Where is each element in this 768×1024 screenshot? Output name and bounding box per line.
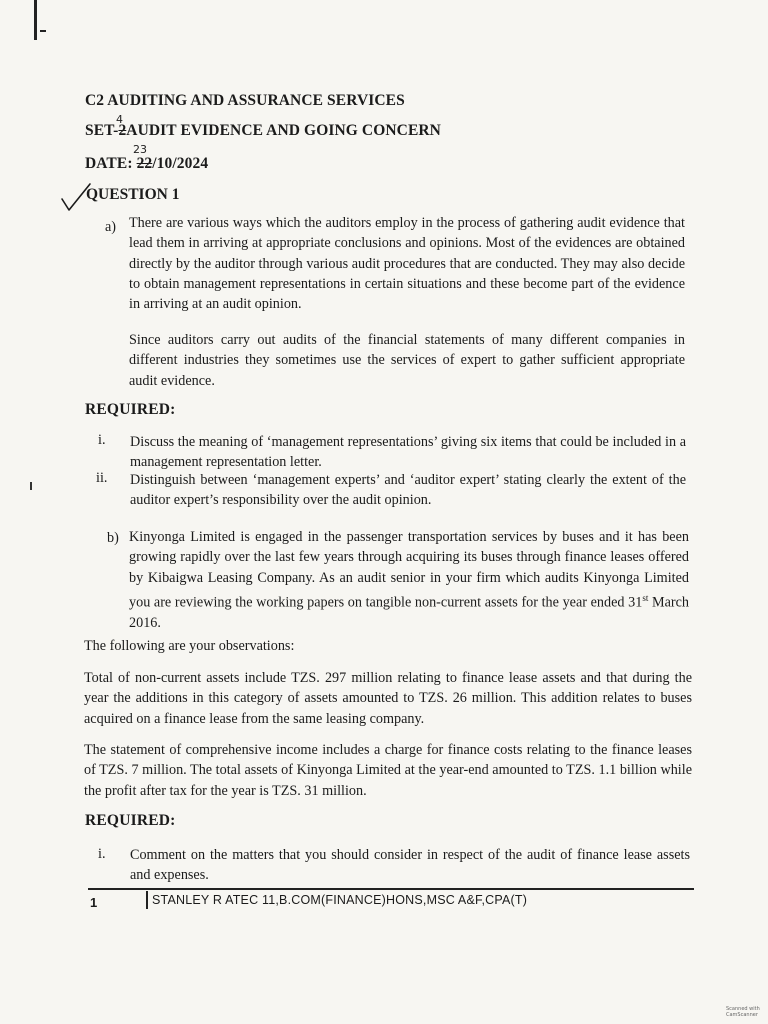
- part-a-label: a): [105, 219, 117, 235]
- part-a-paragraph-1: There are various ways which the auditors employ in the process of gathering audit evidence that lead them in arriving at appropriate conclusions and opinions. Most of the evidences are obtained directly by the auditor through various audit procedures that are conducted. They may also decide to obtain management representations in certain situations and these become part of the evidence in arriving at an audit opinion.: [129, 215, 685, 313]
- footer-separator: [146, 891, 148, 909]
- margin-mark: [34, 0, 37, 40]
- list-number: i.: [98, 846, 106, 862]
- handwritten-date: 23: [133, 143, 147, 156]
- question-title: QUESTION 1: [86, 186, 180, 203]
- part-a-paragraph-2: Since auditors carry out audits of the financial statements of many different companies in different industries they sometimes use the services of expert to gather sufficient appropriate audit evidence.: [129, 332, 685, 389]
- required-heading: REQUIRED:: [85, 401, 176, 418]
- required-item: Distinguish between ‘management experts’ and ‘auditor expert’ stating clearly the extent of the auditor expert’s responsibility over the audit opinion.: [130, 472, 686, 509]
- observation-1: Total of non-current assets include TZS. 297 million relating to finance lease assets and that during the year the additions in this category of assets amounted to TZS. 26 million. This addition relates to buses acquired on a finance lease from the same leasing company.: [84, 670, 692, 727]
- list-number: ii.: [96, 470, 108, 486]
- required-heading: REQUIRED:: [85, 812, 176, 829]
- required-item: Comment on the matters that you should consider in respect of the audit of finance lease assets and expenses.: [130, 847, 690, 884]
- observations-intro: The following are your observations:: [84, 638, 295, 654]
- footer-divider: [88, 888, 694, 890]
- struck-date: 22: [136, 155, 153, 172]
- handwritten-set-number: 4: [116, 113, 123, 126]
- margin-mark: [40, 30, 46, 32]
- scanner-watermark: Scanned with CamScanner: [726, 1006, 760, 1018]
- date-line: DATE: 22/10/2024: [85, 155, 209, 172]
- part-b-paragraph: Kinyonga Limited is engaged in the passenger transportation services by buses and it has been growing rapidly over the last few years through acquiring its buses through finance leases offered by Kibaigwa Leasing Company. As an audit senior in your firm which audits Kinyonga Limited you are reviewing the working papers on tangible non-current assets for the year ended 31st March 2016.: [129, 529, 690, 631]
- struck-set-number: 2: [118, 122, 127, 139]
- page-number: 1: [90, 895, 98, 910]
- margin-mark: [30, 482, 32, 490]
- required-item: Discuss the meaning of ‘management representations’ giving six items that could be included in a management representation letter.: [130, 434, 686, 471]
- observation-2: The statement of comprehensive income includes a charge for finance costs relating to the finance leases of TZS. 7 million. The total assets of Kinyonga Limited at the year-end amounted to TZS. 1.1 billion while the profit after tax for the year is TZS. 31 million.: [84, 742, 692, 799]
- course-title: C2 AUDITING AND ASSURANCE SERVICES: [85, 92, 405, 109]
- list-number: i.: [98, 432, 106, 448]
- footer-author: STANLEY R ATEC 11,B.COM(FINANCE)HONS,MSC A&F,CPA(T): [152, 893, 528, 907]
- part-b-label: b): [107, 530, 119, 546]
- set-title: SET-2AUDIT EVIDENCE AND GOING CONCERN: [85, 122, 441, 139]
